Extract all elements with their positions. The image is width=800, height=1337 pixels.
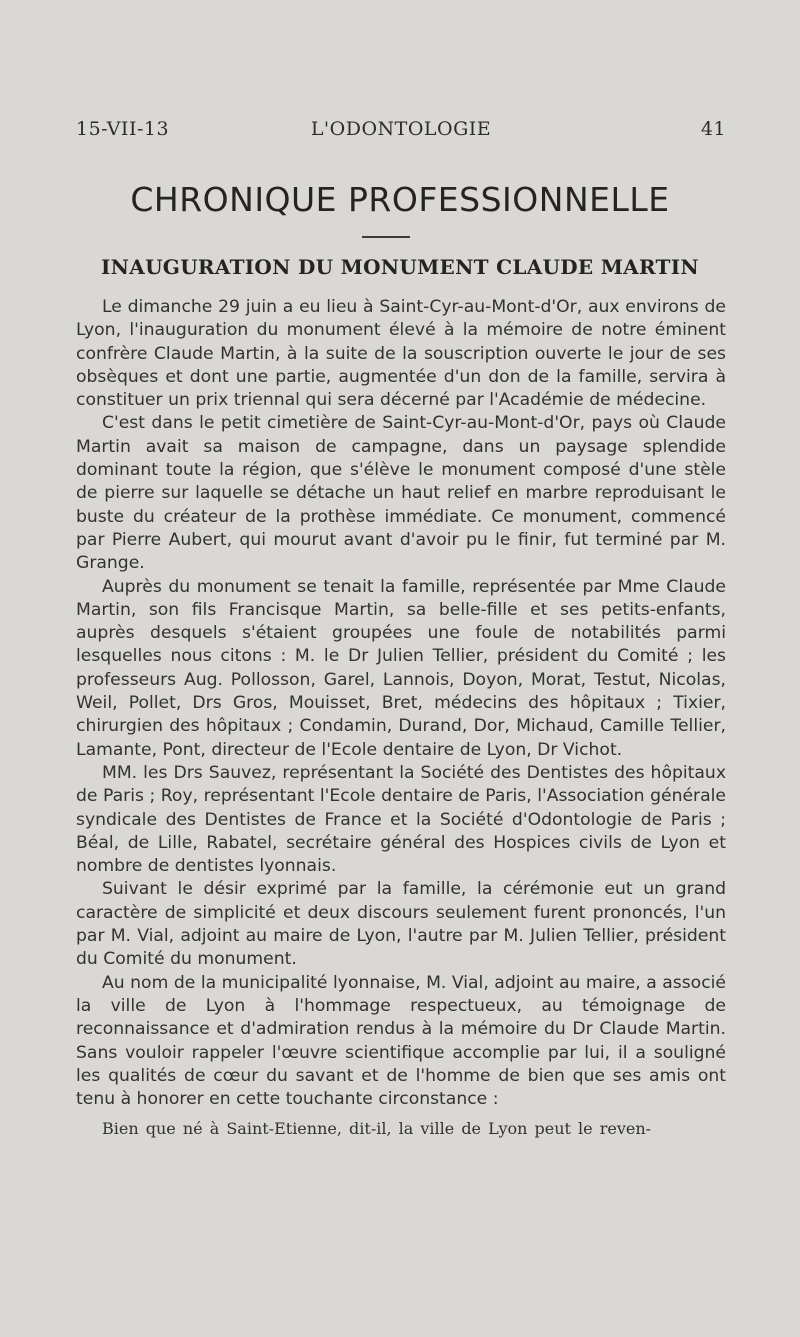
paragraph: Suivant le désir exprimé par la famille, la cérémonie eut un grand caractère de simplicité et deux discours seulement furent prononcés, l'un par M. Vial, adjoint au maire de Lyon, l'autre par M. Julien Tellier, président du Comité du monument. — [76, 879, 726, 970]
paragraph: Auprès du monument se tenait la famille, représentée par Mme Claude Martin, son fils Francisque Martin, sa belle-fille et ses petits-enfants, auprès desquels s'étaient groupées une foule de notabilités parmi lesquelles nous citons : M. le Dr Julien Tellier, président du Comité ; les professeurs Aug. Pollosson, Garel, Lannois, Doyon, Morat, Testut, Nicolas, Weil, Pollet, Drs Gros, Mouisset, Bret, médecins des hôpitaux ; Tixier, chirurgien des hôpitaux ; Condamin, Durand, Dor, Michaud, Camille Tellier, Lamante, Pont, directeur de l'Ecole dentaire de Lyon, Dr Vichot. — [76, 576, 726, 760]
title-divider — [362, 236, 410, 238]
paragraph: MM. les Drs Sauvez, représentant la Société des Dentistes des hôpitaux de Paris ; Roy, représentant l'Ecole dentaire de Paris, l'Association générale syndicale des Dentistes de France et la Société d'Odontologie de Paris ; Béal, de Lille, Rabatel, secrétaire général des Hospices civils de Lyon et nombre de dentistes lyonnais. — [76, 762, 726, 877]
journal-name: L'ODONTOLOGIE — [310, 118, 492, 140]
paragraph: C'est dans le petit cimetière de Saint-Cyr-au-Mont-d'Or, pays où Claude Martin avait sa maison de campagne, dans un paysage splendide dominant toute la région, que s'élève le monument composé d'une stèle de pierre sur laquelle se détache un haut relief en marbre reproduisant le buste du créateur de la prothèse immédiate. Ce monument, commencé par Pierre Aubert, qui mourut avant d'avoir pu le finir, fut terminé par M. Grange. — [76, 413, 726, 574]
section-title: CHRONIQUE PROFESSIONNELLE — [130, 180, 670, 219]
paragraph: Au nom de la municipalité lyonnaise, M. Vial, adjoint au maire, a associé la ville de Lyon à l'hommage respectueux, au témoignage de reconnaissance et d'admiration rendus à la mémoire du Dr Claude Martin. Sans vouloir rappeler l'œuvre scientifique accomplie par lui, il a souligné les qualités de cœur du savant et de l'homme de bien que ses amis ont tenu à honorer en cette touchante circonstance : — [76, 972, 726, 1110]
article-title: INAUGURATION DU MONUMENT CLAUDE MARTIN — [101, 255, 699, 279]
running-header — [76, 118, 726, 150]
article-body — [76, 296, 726, 1140]
paragraph: Le dimanche 29 juin a eu lieu à Saint-Cyr-au-Mont-d'Or, aux environs de Lyon, l'inauguration du monument élevé à la mémoire de notre éminent confrère Claude Martin, à la suite de la souscription ouverte le jour de ses obsèques et dont une partie, augmentée d'un don de la famille, servira à constituer un prix triennal qui sera décerné par l'Académie de médecine. — [76, 297, 726, 411]
quoted-speech: Bien que né à Saint-Etienne, dit-il, la ville de Lyon peut le reven- — [102, 1119, 652, 1139]
issue-date: 15-VII-13 — [76, 118, 170, 140]
page-number: 41 — [700, 118, 726, 140]
